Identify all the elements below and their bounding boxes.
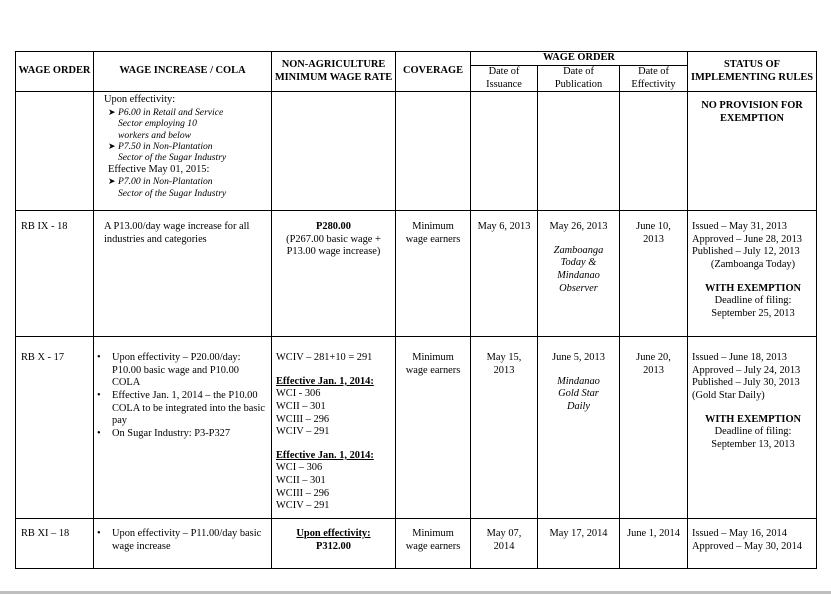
row2-rate-b1: WCI – 306: [276, 462, 323, 474]
row0-item1-line3: workers and below: [118, 129, 192, 141]
row1-status-issued: Issued – May 31, 2013: [692, 221, 787, 233]
row1-rate-main: P280.00: [316, 221, 351, 233]
header-coverage: COVERAGE: [396, 52, 471, 92]
row1-rate-cell: [272, 211, 396, 337]
row2-status-published: Published – July 30, 2013: [692, 377, 800, 389]
row0-item3-line1: P7.00 in Non-Plantation: [118, 176, 213, 188]
wage-order-table: [15, 51, 817, 569]
row0-increase-cell: [94, 92, 272, 211]
table-row: [16, 337, 817, 519]
row0-upon-effectivity: Upon effectivity:: [104, 94, 176, 106]
row3-publication-date: May 17, 2014: [538, 519, 620, 569]
row0-item3-line2: Sector of the Sugar Industry: [118, 187, 227, 199]
row3-bullet-list: [94, 528, 268, 553]
row0-item2-line2: Sector of the Sugar Industry: [118, 152, 227, 164]
row3-status-cell: [688, 519, 817, 569]
row0-item1: [108, 107, 268, 141]
row2-wage-order: RB X - 17: [16, 337, 94, 519]
row1-publication-date: May 26, 2013: [549, 221, 608, 233]
row3-bullet1: • Upon effectivity – P11.00/day basic wage increase: [94, 528, 268, 553]
row2-status-exemption: WITH EXEMPTION: [704, 413, 802, 425]
spacer: [544, 234, 613, 245]
row0-item3: [108, 176, 268, 199]
header-non-agri-rate: NON-AGRICULTURE MINIMUM WAGE RATE: [272, 52, 396, 92]
spacer: [276, 365, 393, 376]
row2-rate-b4: WCIV – 291: [276, 500, 330, 512]
row0-rate-cell: [272, 92, 396, 211]
table-row: [16, 92, 817, 211]
row2-rate-b2: WCII – 301: [276, 474, 326, 486]
row2-rate-a4: WCIV – 291: [276, 426, 330, 438]
table-row: [16, 211, 817, 337]
row1-status-exemption: WITH EXEMPTION: [704, 282, 802, 294]
row0-publication-cell: [538, 92, 620, 211]
spacer: [692, 403, 814, 414]
row2-rate-a2: WCII – 301: [276, 400, 326, 412]
row1-publication-cell: [538, 211, 620, 337]
row0-coverage-cell: [396, 92, 471, 211]
row0-item1-line1: P6.00 in Retail and Service: [118, 106, 224, 118]
row3-increase-cell: [94, 519, 272, 569]
row0-effective-may: Effective May 01, 2015:: [108, 163, 210, 175]
row2-bullet2: • Effective Jan. 1, 2014 – the P10.00 COLA to be integrated into the basic pay: [94, 390, 268, 428]
row1-status-deadline: Deadline of filing: September 25, 2013: [711, 295, 795, 319]
row1-issuance: May 6, 2013: [471, 211, 538, 337]
row0-effectivity-cell: [620, 92, 688, 211]
header-status: STATUS OF IMPLEMENTING RULES: [688, 52, 817, 92]
table-row: [16, 519, 817, 569]
row3-status-approved: Approved – May 30, 2014: [692, 540, 802, 552]
row1-status-published: Published – July 12, 2013: [692, 246, 800, 258]
row0-item2: [108, 141, 268, 164]
row0-item2-line1: P7.50 in Non-Plantation: [118, 141, 213, 152]
row3-rate-eff: Upon effectivity:: [296, 528, 371, 540]
row2-status-approved: Approved – July 24, 2013: [692, 364, 801, 376]
row1-status-paper: (Zamboanga Today): [710, 258, 796, 270]
row1-rate-detail: (P267.00 basic wage + P13.00 wage increase): [286, 233, 381, 258]
row1-publication-paper: Zamboanga Today & Mindanao Observer: [553, 244, 604, 294]
row2-issuance: May 15, 2013: [471, 337, 538, 519]
row2-bullet1: • Upon effectivity – P20.00/day: P10.00 basic wage and P10.00 COLA: [94, 352, 268, 390]
row1-status-approved: Approved – June 28, 2013: [692, 233, 802, 245]
header-wage-order-group: WAGE ORDER: [471, 52, 688, 66]
row0-issuance-cell: [471, 92, 538, 211]
row1-status-cell: [688, 211, 817, 337]
row2-publication-cell: [538, 337, 620, 519]
row3-wage-order: RB XI – 18: [16, 519, 94, 569]
row2-status-cell: [688, 337, 817, 519]
row0-status-cell: NO PROVISION FOR EXEMPTION: [688, 92, 817, 211]
row2-rate-a1: WCI - 306: [276, 388, 321, 400]
row3-effectivity: June 1, 2014: [620, 519, 688, 569]
row2-bullet-list: [94, 352, 268, 440]
header-row: [16, 52, 817, 66]
row2-rate-b3: WCIII – 296: [276, 487, 330, 499]
row2-rate-eff2: Effective Jan. 1, 2014:: [276, 449, 374, 461]
header-date-effectivity: [620, 66, 688, 92]
header-date-issuance-line2: Issuance: [486, 78, 522, 90]
row2-bullet3: • On Sugar Industry: P3-P327: [94, 428, 268, 441]
row3-coverage: Minimum wage earners: [396, 519, 471, 569]
row2-rate-a3: WCIII – 296: [276, 413, 330, 425]
arrow-bullet-icon: ➤: [108, 176, 116, 187]
row2-publication-paper: Mindanao Gold Star Daily: [557, 375, 600, 412]
page-bottom-border: [0, 591, 831, 594]
row2-rate-cell: [272, 337, 396, 519]
header-date-issuance-line1: Date of: [488, 66, 520, 77]
row3-status-issued: Issued – May 16, 2014: [692, 528, 787, 540]
header-wage-order: WAGE ORDER: [16, 52, 94, 92]
header-date-publication: [538, 66, 620, 92]
row1-coverage: Minimum wage earners: [396, 211, 471, 337]
row2-effectivity: June 20, 2013: [620, 337, 688, 519]
header-date-effectivity-line1: Date of: [638, 66, 669, 77]
row2-increase-cell: [94, 337, 272, 519]
header-wage-increase-cola: WAGE INCREASE / COLA: [94, 52, 272, 92]
row1-wage-order: RB IX - 18: [16, 211, 94, 337]
row3-rate-main: P312.00: [316, 540, 351, 552]
row2-status-paper: (Gold Star Daily): [692, 389, 765, 401]
row1-increase: A P13.00/day wage increase for all industries and categories: [94, 211, 272, 337]
header-date-publication-line2: Publication: [554, 78, 603, 90]
header-date-issuance: [471, 66, 538, 92]
row2-status-issued: Issued – June 18, 2013: [692, 352, 787, 364]
header-date-effectivity-line2: Effectivity: [631, 78, 676, 90]
row3-issuance: May 07, 2014: [471, 519, 538, 569]
row0-wage-order-cell: [16, 92, 94, 211]
spacer: [276, 439, 393, 450]
arrow-bullet-icon: ➤: [108, 106, 116, 117]
row1-effectivity: June 10, 2013: [620, 211, 688, 337]
row2-status-deadline: Deadline of filing: September 13, 2013: [711, 426, 795, 450]
row2-rate-line: WCIV – 281+10 = 291: [276, 352, 373, 364]
row3-rate-cell: [272, 519, 396, 569]
spacer: [692, 272, 814, 283]
row0-item1-line2: Sector employing 10: [118, 118, 197, 130]
row2-rate-eff1: Effective Jan. 1, 2014:: [276, 375, 374, 387]
row2-coverage: Minimum wage earners: [396, 337, 471, 519]
header-date-publication-line1: Date of: [563, 66, 594, 77]
row2-publication-date: June 5, 2013: [552, 352, 605, 364]
spacer: [542, 365, 615, 376]
arrow-bullet-icon: ➤: [108, 141, 116, 151]
